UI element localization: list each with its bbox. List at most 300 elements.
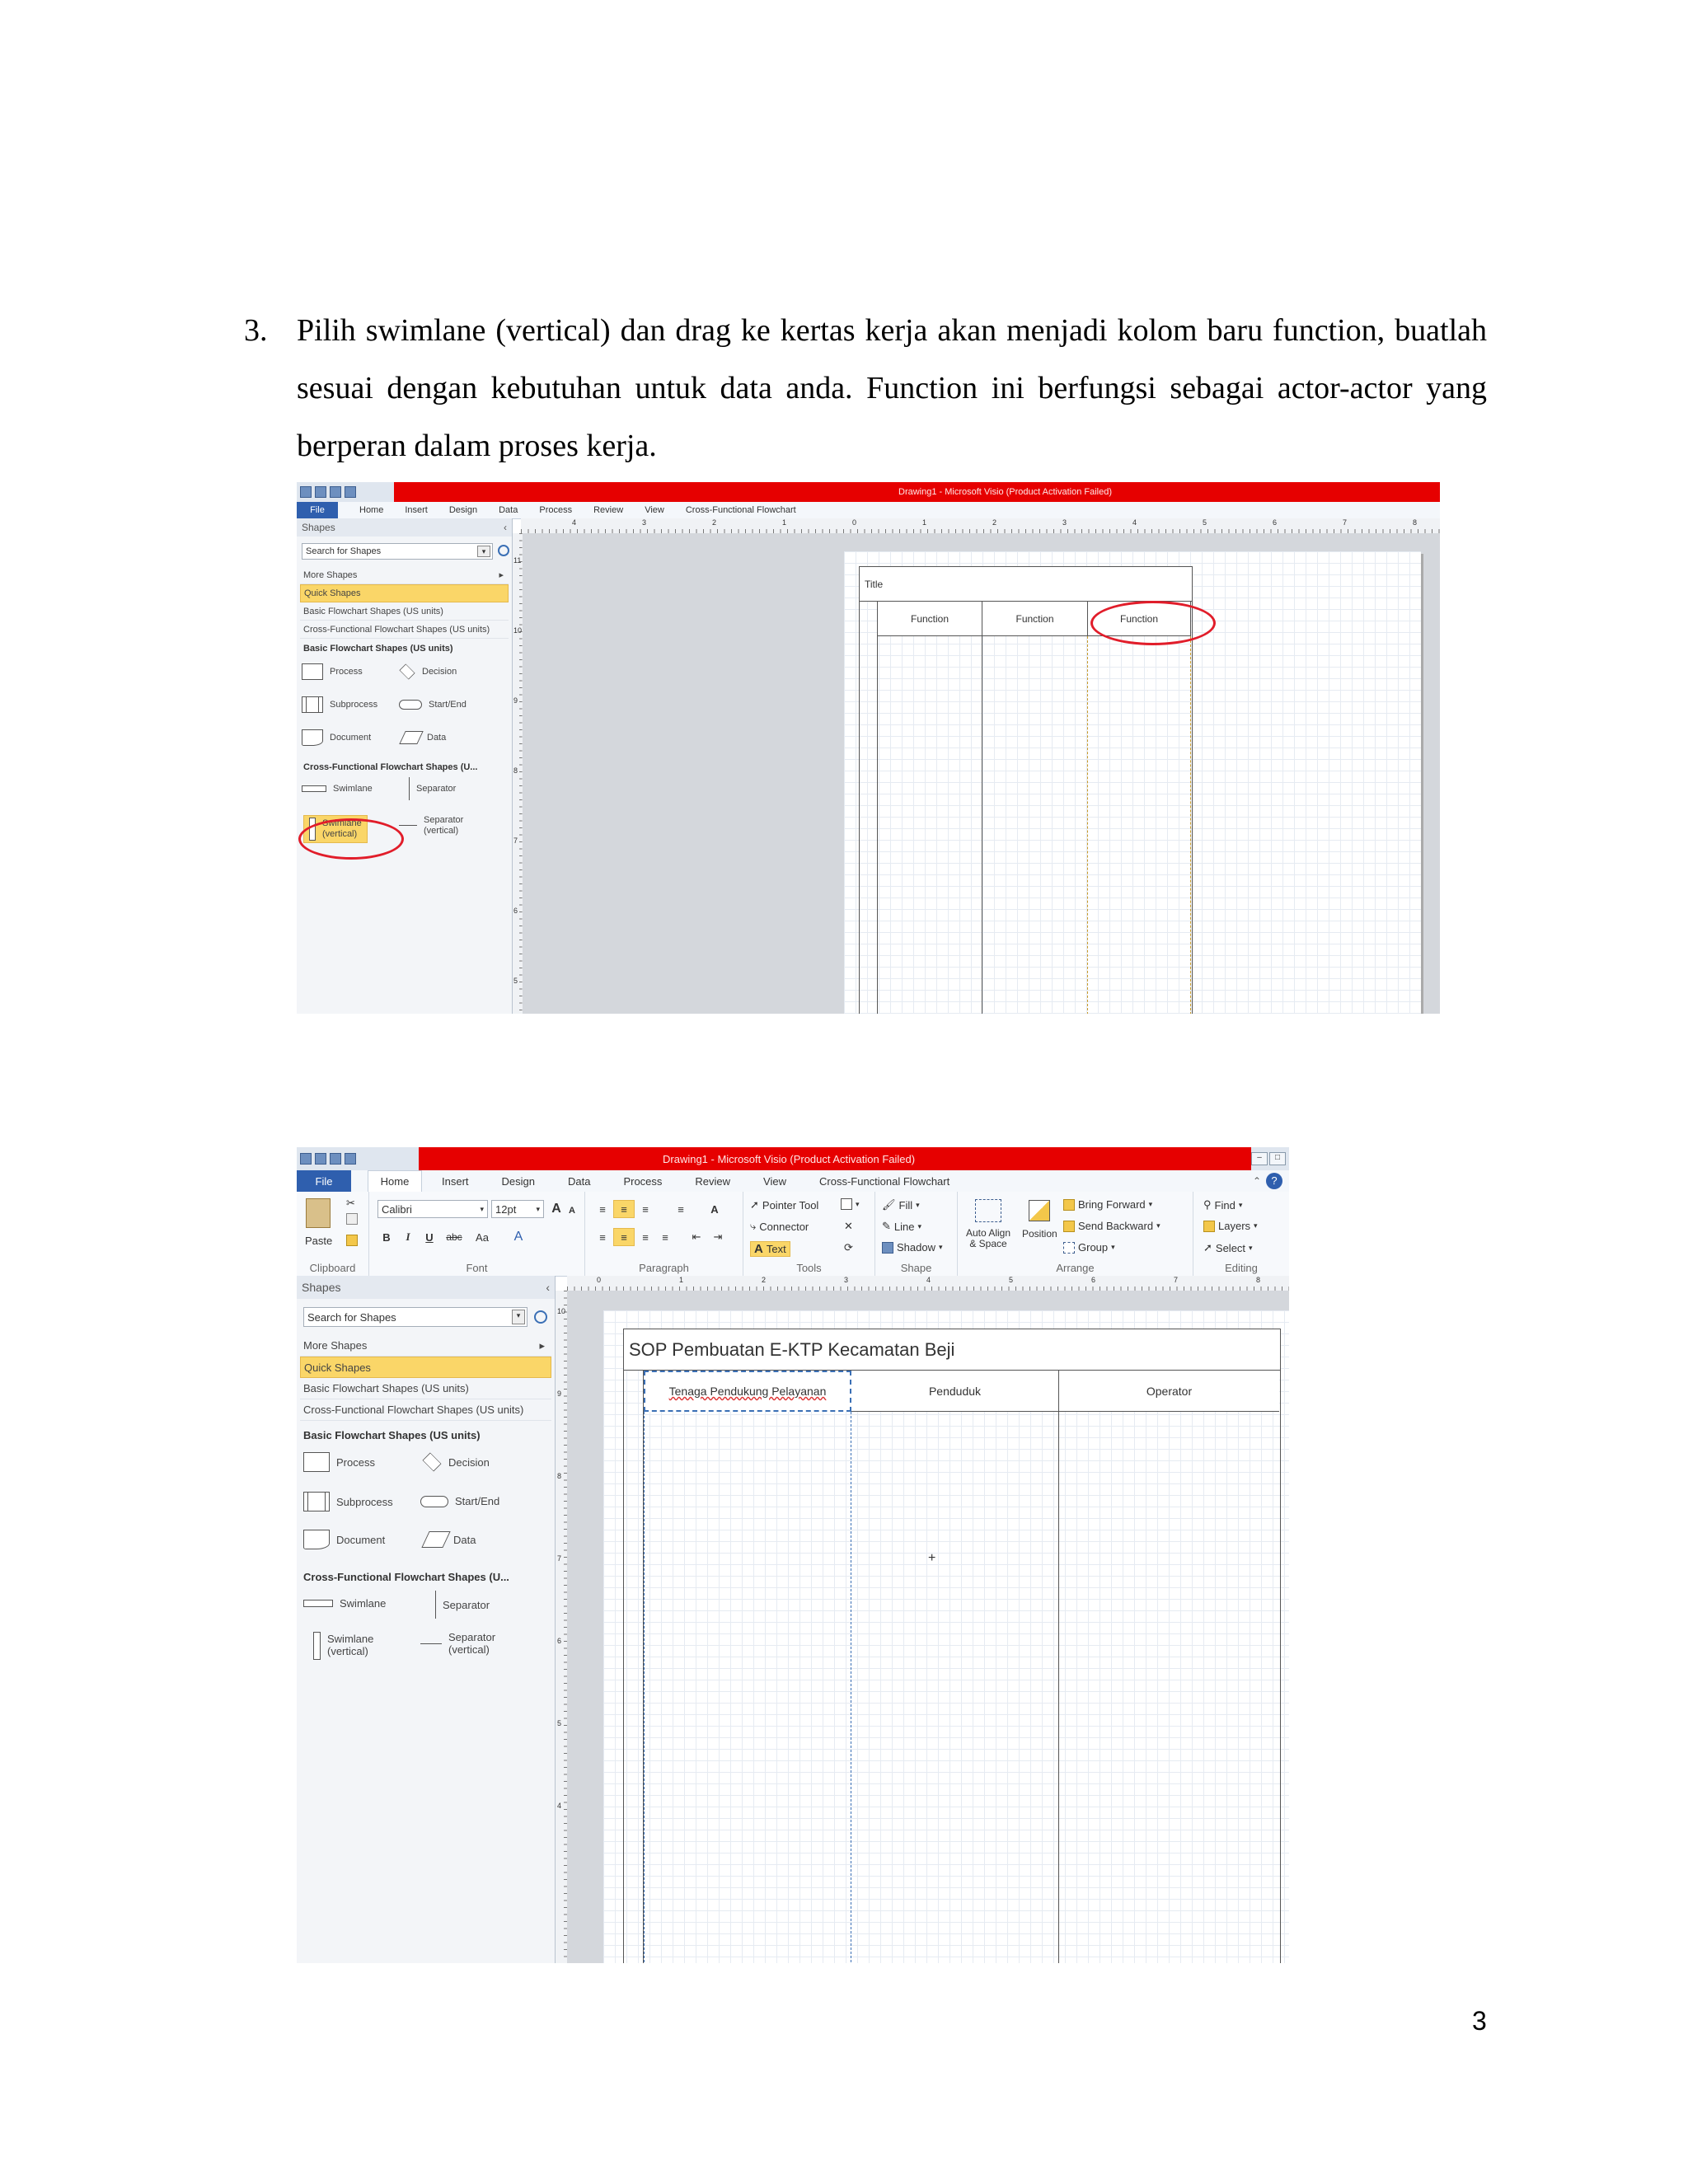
line-pen-icon: ✎	[882, 1220, 891, 1232]
redo-icon[interactable]	[345, 1153, 356, 1165]
vertical-ruler	[556, 1291, 568, 1963]
find-binoculars-icon: ⚲	[1203, 1198, 1212, 1211]
dropdown-arrow-icon: ▾	[916, 1200, 920, 1209]
menu-quick-shapes[interactable]	[300, 584, 509, 602]
fill-label: Fill	[898, 1198, 913, 1212]
group-button[interactable]	[1063, 1241, 1115, 1254]
stencil-label: Decision	[422, 667, 457, 677]
strikethrough-button[interactable]: abc	[446, 1231, 462, 1243]
title-bar	[297, 1147, 1289, 1170]
increase-indent-icon: ⇥	[713, 1230, 723, 1243]
ruler-label: 9	[557, 1390, 562, 1398]
lane-header-2[interactable]: Function	[982, 602, 1088, 636]
chevron-right-icon: ▸	[539, 1338, 545, 1352]
dropdown-arrow-icon: ▾	[536, 1204, 540, 1213]
ribbon-tabs	[297, 502, 1440, 519]
position-label[interactable]	[1022, 1228, 1057, 1240]
tab-review[interactable]: Review	[695, 1174, 731, 1188]
layers-label: Layers	[1218, 1220, 1251, 1232]
ruler-label: 1	[679, 1276, 684, 1284]
shapes-panel	[297, 1276, 556, 1963]
menu-more-shapes[interactable]	[300, 566, 509, 584]
find-label: Find	[1214, 1198, 1236, 1212]
copy-icon	[346, 1213, 358, 1225]
decrease-indent-icon: ⇤	[692, 1230, 701, 1243]
pointer-tool-label: Pointer Tool	[762, 1198, 819, 1212]
crosshair-cursor-icon: +	[928, 1551, 936, 1565]
document-shape-icon	[303, 1530, 330, 1549]
cut-button[interactable]	[346, 1197, 355, 1210]
stencil-process[interactable]	[303, 1452, 375, 1472]
auto-align-icon	[975, 1199, 1001, 1222]
search-icon[interactable]	[498, 545, 509, 556]
connector-icon: ⤷	[750, 1220, 757, 1232]
connection-point-icon: ⟳	[844, 1241, 853, 1254]
tab-home[interactable]: Home	[368, 1170, 422, 1193]
align-center-button[interactable]	[613, 1228, 635, 1246]
position-text: Position	[1022, 1228, 1057, 1240]
search-placeholder: Search for Shapes	[306, 546, 382, 556]
ruler-label: 3	[1062, 518, 1067, 527]
shapes-panel-header	[297, 1276, 555, 1299]
ruler-label: 6	[513, 907, 518, 915]
decision-shape-icon	[399, 663, 415, 679]
dropdown-arrow-icon: ▾	[480, 1204, 484, 1213]
justify-button[interactable]	[656, 1228, 674, 1246]
group-label-arrange: Arrange	[1056, 1262, 1095, 1274]
bold-button[interactable]: B	[382, 1230, 391, 1244]
align-middle-button[interactable]	[613, 1200, 635, 1218]
paste-icon	[306, 1198, 331, 1228]
swimlane-shape-icon	[302, 785, 326, 792]
align-top-button[interactable]	[593, 1200, 612, 1218]
select-label: Select	[1215, 1241, 1246, 1254]
window-controls	[1251, 1147, 1289, 1170]
close-tool-button[interactable]	[844, 1220, 853, 1233]
format-painter-button[interactable]	[346, 1235, 358, 1246]
ruler-label: 4	[557, 1802, 562, 1810]
ruler-label: 0	[852, 518, 857, 527]
search-shapes-input[interactable]	[302, 543, 493, 560]
ruler-label: 3	[844, 1276, 849, 1284]
find-button[interactable]	[1203, 1198, 1242, 1212]
section-basic-flowchart: Basic Flowchart Shapes (US units)	[303, 644, 453, 654]
shrink-font-button[interactable]: A	[569, 1206, 575, 1216]
shapes-panel-title: Shapes	[302, 522, 335, 533]
tab-process[interactable]: Process	[539, 505, 573, 515]
paste-label[interactable]	[305, 1235, 332, 1247]
text-direction-button[interactable]: A	[710, 1202, 719, 1216]
lane-header-3[interactable]: Operator	[1059, 1371, 1279, 1412]
dropdown-arrow-icon: ▾	[1156, 1221, 1160, 1230]
group-font	[369, 1192, 585, 1276]
horizontal-ruler	[521, 518, 1440, 534]
lane-header-text: Tenaga Pendukung Pelayanan	[668, 1385, 827, 1398]
step-number: 3.	[244, 313, 268, 348]
font-name-select[interactable]	[377, 1200, 488, 1218]
group-label-clipboard: Clipboard	[309, 1262, 356, 1274]
phase-column	[624, 1371, 644, 1963]
section-basic-flowchart: Basic Flowchart Shapes (US units)	[303, 1429, 481, 1441]
align-right-icon: ≡	[642, 1230, 649, 1244]
stencil-label-sub: (vertical)	[322, 829, 358, 839]
send-backward-label: Send Backward	[1078, 1220, 1154, 1232]
menu-label: Cross-Functional Flowchart Shapes (US units)	[303, 624, 490, 635]
connection-point-button[interactable]	[844, 1241, 853, 1254]
ruler-label: 8	[1413, 518, 1418, 527]
swimlane-vertical-shape-icon	[313, 1632, 321, 1660]
stencil-start-end[interactable]	[399, 700, 467, 710]
home-ribbon	[297, 1192, 1289, 1277]
stencil-swimlane[interactable]	[302, 784, 373, 794]
bring-forward-icon	[1063, 1199, 1075, 1211]
stencil-label: Process	[330, 667, 363, 677]
minimize-icon[interactable]: –	[1251, 1152, 1268, 1165]
separator-shape-icon	[409, 777, 410, 800]
ruler-label: 6	[557, 1637, 562, 1645]
text-tool-icon: A	[754, 1242, 763, 1256]
menu-basic-flowchart[interactable]	[300, 602, 509, 621]
menu-label: Basic Flowchart Shapes (US units)	[303, 606, 443, 616]
rectangle-tool-button[interactable]	[841, 1198, 860, 1210]
undo-icon[interactable]	[330, 486, 341, 498]
ribbon-tabs	[297, 1170, 1289, 1193]
stencil-document[interactable]	[302, 729, 371, 746]
stencil-label: Document	[336, 1533, 386, 1546]
stencil-label: Decision	[448, 1455, 490, 1469]
ruler-label: 8	[557, 1472, 562, 1480]
stencil-label-sub: (vertical)	[424, 825, 459, 836]
rectangle-icon	[841, 1198, 852, 1210]
group-clipboard	[297, 1192, 369, 1276]
tab-process[interactable]: Process	[623, 1174, 663, 1188]
shapes-panel-header	[297, 518, 512, 537]
maximize-icon[interactable]: □	[1269, 1152, 1286, 1165]
align-center-icon: ≡	[621, 1230, 627, 1244]
stencil-label: Separator	[416, 784, 457, 794]
visio-logo-icon	[300, 1153, 312, 1165]
italic-button[interactable]: I	[406, 1230, 410, 1243]
tab-insert[interactable]: Insert	[405, 505, 428, 515]
search-icon[interactable]	[534, 1310, 547, 1324]
stencil-label: Swimlane	[340, 1597, 387, 1610]
stencil-separator-vertical[interactable]	[420, 1632, 495, 1657]
select-cursor-icon: ➚	[1203, 1241, 1212, 1254]
lane-header-1[interactable]: Function	[878, 602, 982, 636]
dropdown-arrow-icon: ▾	[1249, 1243, 1253, 1252]
font-size-value: 12pt	[495, 1202, 517, 1216]
stencil-data[interactable]	[402, 731, 446, 744]
quick-access-toolbar[interactable]	[297, 482, 394, 502]
undo-icon[interactable]	[330, 1153, 341, 1165]
ruler-label: 8	[513, 766, 518, 775]
ruler-label: 6	[1091, 1276, 1096, 1284]
bring-forward-button[interactable]	[1063, 1198, 1152, 1211]
visio-logo-icon	[300, 486, 312, 498]
title-bar	[297, 482, 1440, 502]
menu-label: Cross-Functional Flowchart Shapes (US units)	[303, 1404, 524, 1416]
chevron-right-icon: ▸	[499, 570, 504, 580]
tab-insert[interactable]: Insert	[442, 1174, 469, 1188]
shadow-icon	[882, 1242, 893, 1254]
stencil-label: Data	[427, 733, 447, 743]
font-name-value: Calibri	[382, 1202, 412, 1216]
stencil-label: Subprocess	[330, 700, 378, 710]
group-label-shape: Shape	[900, 1262, 932, 1274]
group-icon	[1063, 1242, 1075, 1254]
line-label: Line	[893, 1220, 915, 1233]
separator-shape-icon	[435, 1591, 436, 1619]
ruler-label: 2	[762, 1276, 767, 1284]
shapes-panel	[297, 518, 513, 1014]
select-button[interactable]	[1203, 1241, 1253, 1254]
save-icon[interactable]	[315, 1153, 326, 1165]
stencil-label: Start/End	[429, 700, 467, 710]
stencil-subprocess[interactable]	[302, 696, 377, 713]
stencil-label: Start/End	[455, 1495, 500, 1507]
group-label: Group	[1078, 1241, 1109, 1254]
stencil-separator[interactable]	[409, 777, 456, 800]
ribbon-minimize-icon[interactable]: ⌃	[1252, 1175, 1261, 1187]
bullets-button[interactable]: ≡	[678, 1202, 684, 1216]
shapes-panel-title: Shapes	[302, 1281, 341, 1294]
fill-button[interactable]	[882, 1198, 920, 1212]
stencil-swimlane[interactable]	[303, 1597, 386, 1610]
pointer-tool-button[interactable]	[750, 1198, 818, 1212]
stencil-start-end[interactable]	[420, 1495, 499, 1507]
tab-home[interactable]: Home	[359, 505, 384, 515]
ruler-label: 10	[513, 626, 523, 635]
font-size-select[interactable]	[491, 1200, 544, 1218]
ruler-label: 11	[513, 556, 522, 565]
ruler-label: 5	[1203, 518, 1207, 527]
ruler-label: 8	[1256, 1276, 1261, 1284]
search-dropdown-icon[interactable]: ▾	[477, 546, 490, 557]
tab-cross-functional-flowchart[interactable]: Cross-Functional Flowchart	[685, 505, 796, 515]
stencil-label: Document	[330, 733, 372, 743]
position-button[interactable]	[1025, 1197, 1053, 1225]
connector-button[interactable]	[750, 1220, 809, 1233]
stencil-label: Separator	[443, 1598, 490, 1611]
decrease-indent-button[interactable]	[687, 1228, 706, 1246]
pool-title[interactable]: Title	[860, 567, 1192, 602]
swimlane-shape-icon	[303, 1600, 333, 1607]
stencil-decision[interactable]	[399, 663, 457, 680]
stencil-data[interactable]	[425, 1531, 476, 1548]
ruler-label: 4	[926, 1276, 931, 1284]
stencil-decision[interactable]	[422, 1452, 490, 1472]
underline-button[interactable]: U	[425, 1230, 434, 1244]
search-shapes-input[interactable]	[303, 1307, 528, 1327]
ruler-label: 1	[922, 518, 927, 527]
pointer-icon: ➚	[750, 1198, 759, 1211]
data-shape-icon	[421, 1531, 450, 1548]
menu-label: Quick Shapes	[304, 588, 361, 598]
tab-data[interactable]: Data	[499, 505, 518, 515]
stencil-separator-vertical[interactable]	[399, 815, 463, 836]
group-editing	[1193, 1192, 1289, 1276]
collapse-chevron-icon[interactable]: ‹	[546, 1281, 550, 1294]
collapse-chevron-icon[interactable]: ‹	[504, 522, 507, 533]
menu-cross-functional[interactable]	[300, 1399, 551, 1421]
start-end-shape-icon	[399, 700, 422, 710]
redo-icon[interactable]	[345, 486, 356, 498]
copy-button[interactable]	[346, 1213, 358, 1225]
section-cross-functional: Cross-Functional Flowchart Shapes (U...	[303, 1571, 509, 1583]
auto-align-text-sub: & Space	[969, 1238, 1007, 1250]
separator-vertical-shape-icon	[420, 1643, 442, 1644]
bring-forward-label: Bring Forward	[1078, 1198, 1146, 1211]
stencil-label-sub: (vertical)	[448, 1643, 490, 1656]
text-tool-label: Text	[766, 1243, 786, 1255]
menu-basic-flowchart[interactable]	[300, 1378, 551, 1399]
tab-design[interactable]: Design	[448, 505, 478, 515]
stencil-process[interactable]	[302, 663, 363, 680]
dropdown-arrow-icon: ▾	[1254, 1221, 1258, 1230]
tab-file[interactable]: File	[297, 502, 338, 518]
cross-functional-pool[interactable]	[623, 1329, 1281, 1963]
dropdown-arrow-icon: ▾	[938, 1243, 943, 1251]
change-case-button[interactable]: Aa	[476, 1230, 489, 1244]
group-label-font: Font	[466, 1262, 488, 1274]
pool-title[interactable]: SOP Pembuatan E-KTP Kecamatan Beji	[624, 1329, 1280, 1371]
paste-button[interactable]	[302, 1197, 335, 1230]
ruler-label: 6	[1273, 518, 1278, 527]
group-label-editing: Editing	[1225, 1262, 1258, 1274]
ruler-label: 7	[1343, 518, 1348, 527]
stencil-document[interactable]	[303, 1530, 385, 1549]
menu-label: Quick Shapes	[304, 1361, 371, 1374]
ruler-label: 7	[513, 837, 518, 845]
visio-screenshot-2	[297, 1147, 1289, 1963]
paste-text: Paste	[305, 1235, 333, 1247]
window-title: Drawing1 - Microsoft Visio (Product Activation Failed)	[663, 1152, 916, 1165]
save-icon[interactable]	[315, 486, 326, 498]
lane-body-3[interactable]	[1059, 1412, 1279, 1963]
menu-label: More Shapes	[303, 1339, 368, 1352]
stencil-separator[interactable]	[435, 1591, 490, 1619]
line-button[interactable]	[882, 1220, 921, 1233]
layers-icon	[1203, 1221, 1215, 1232]
document-shape-icon	[302, 729, 323, 746]
justify-icon: ≡	[662, 1230, 668, 1244]
lane-header-2[interactable]: Penduduk	[851, 1371, 1059, 1412]
ruler-label: 2	[992, 518, 997, 527]
help-icon[interactable]: ?	[1266, 1173, 1282, 1189]
step-paragraph: Pilih swimlane (vertical) dan drag ke kertas kerja akan menjadi kolom baru function, buatlah sesuai dengan kebutuhan untuk data anda. Function ini berfungsi sebagai actor-actor yang berperan dalam proses kerja.	[297, 313, 1487, 463]
visio-screenshot-1	[297, 482, 1440, 1014]
ruler-label: 5	[557, 1719, 562, 1727]
menu-more-shapes[interactable]	[300, 1335, 551, 1357]
lane-header-1[interactable]	[644, 1371, 851, 1412]
text-tool-button[interactable]	[750, 1241, 790, 1257]
stencil-label: Swimlane	[333, 784, 373, 794]
send-backward-icon	[1063, 1221, 1075, 1232]
menu-label: Basic Flowchart Shapes (US units)	[303, 1382, 469, 1394]
decision-shape-icon	[423, 1453, 442, 1472]
stencil-label: Swimlane	[322, 818, 362, 829]
dropdown-arrow-icon: ▾	[1238, 1200, 1243, 1209]
process-shape-icon	[302, 663, 323, 680]
dropdown-arrow-icon: ▾	[856, 1199, 860, 1208]
send-backward-button[interactable]	[1063, 1220, 1160, 1232]
grow-font-button[interactable]: A	[551, 1202, 561, 1216]
auto-align-button[interactable]	[968, 1197, 1009, 1225]
subprocess-shape-icon	[302, 696, 323, 713]
page-number: 3	[1472, 2006, 1487, 2036]
auto-align-text: Auto Align	[965, 1227, 1011, 1239]
lane-body-3[interactable]	[1088, 636, 1191, 1014]
lane-body-2[interactable]	[851, 1412, 1059, 1963]
stencil-label: Subprocess	[336, 1495, 393, 1508]
menu-label: More Shapes	[303, 569, 358, 580]
format-painter-icon	[346, 1235, 358, 1246]
ruler-label: 3	[642, 518, 647, 527]
lane-body-1[interactable]	[878, 636, 982, 1014]
phase-column	[860, 602, 878, 1014]
stencil-swimlane-vertical[interactable]	[313, 1632, 373, 1660]
layers-button[interactable]	[1203, 1220, 1258, 1232]
ruler-label: 7	[557, 1554, 562, 1563]
stencil-label: Separator	[448, 1631, 496, 1643]
group-paragraph	[585, 1192, 743, 1276]
close-icon: ✕	[844, 1220, 853, 1232]
tab-cross-functional-flowchart[interactable]: Cross-Functional Flowchart	[819, 1174, 950, 1188]
horizontal-ruler	[567, 1276, 1289, 1291]
subprocess-shape-icon	[303, 1492, 330, 1511]
ruler-label: 2	[712, 518, 717, 527]
ruler-label: 10	[557, 1307, 566, 1315]
lane-header-3[interactable]: Function	[1088, 602, 1191, 636]
align-middle-icon: ≡	[621, 1202, 627, 1216]
ruler-label: 7	[1174, 1276, 1179, 1284]
annotation-circle-swimlane	[298, 818, 404, 860]
tab-file[interactable]: File	[297, 1170, 351, 1192]
process-shape-icon	[303, 1452, 330, 1472]
menu-quick-shapes[interactable]	[300, 1357, 551, 1378]
tab-view[interactable]: View	[645, 505, 664, 515]
align-left-button[interactable]	[593, 1228, 612, 1246]
group-arrange	[958, 1192, 1193, 1276]
ruler-label: 9	[513, 696, 518, 705]
font-color-button[interactable]: A	[513, 1230, 523, 1244]
increase-indent-button[interactable]	[709, 1228, 727, 1246]
quick-access-toolbar[interactable]	[297, 1147, 419, 1170]
dropdown-arrow-icon: ▾	[1148, 1200, 1153, 1208]
tab-data[interactable]: Data	[567, 1174, 591, 1188]
lane-body-1[interactable]	[644, 1412, 851, 1963]
ruler-label: 4	[572, 518, 577, 527]
ruler-label: 0	[597, 1276, 602, 1284]
dropdown-arrow-icon: ▾	[1111, 1243, 1115, 1251]
lane-body-2[interactable]	[982, 636, 1088, 1014]
start-end-shape-icon	[420, 1496, 448, 1507]
stencil-subprocess[interactable]	[303, 1492, 393, 1511]
tab-review[interactable]: Review	[593, 505, 624, 515]
tab-design[interactable]: Design	[501, 1174, 535, 1188]
tab-view[interactable]: View	[763, 1174, 786, 1188]
menu-cross-functional[interactable]	[300, 621, 509, 639]
section-cross-functional: Cross-Functional Flowchart Shapes (U...	[303, 762, 478, 772]
align-right-button[interactable]	[636, 1228, 654, 1246]
auto-align-label[interactable]	[958, 1228, 1019, 1249]
align-bottom-button[interactable]	[636, 1200, 654, 1218]
shadow-button[interactable]	[882, 1241, 943, 1254]
align-top-icon: ≡	[599, 1202, 606, 1216]
position-icon	[1029, 1200, 1050, 1221]
cut-icon: ✂	[346, 1197, 355, 1209]
search-dropdown-icon[interactable]: ▾	[512, 1310, 525, 1324]
